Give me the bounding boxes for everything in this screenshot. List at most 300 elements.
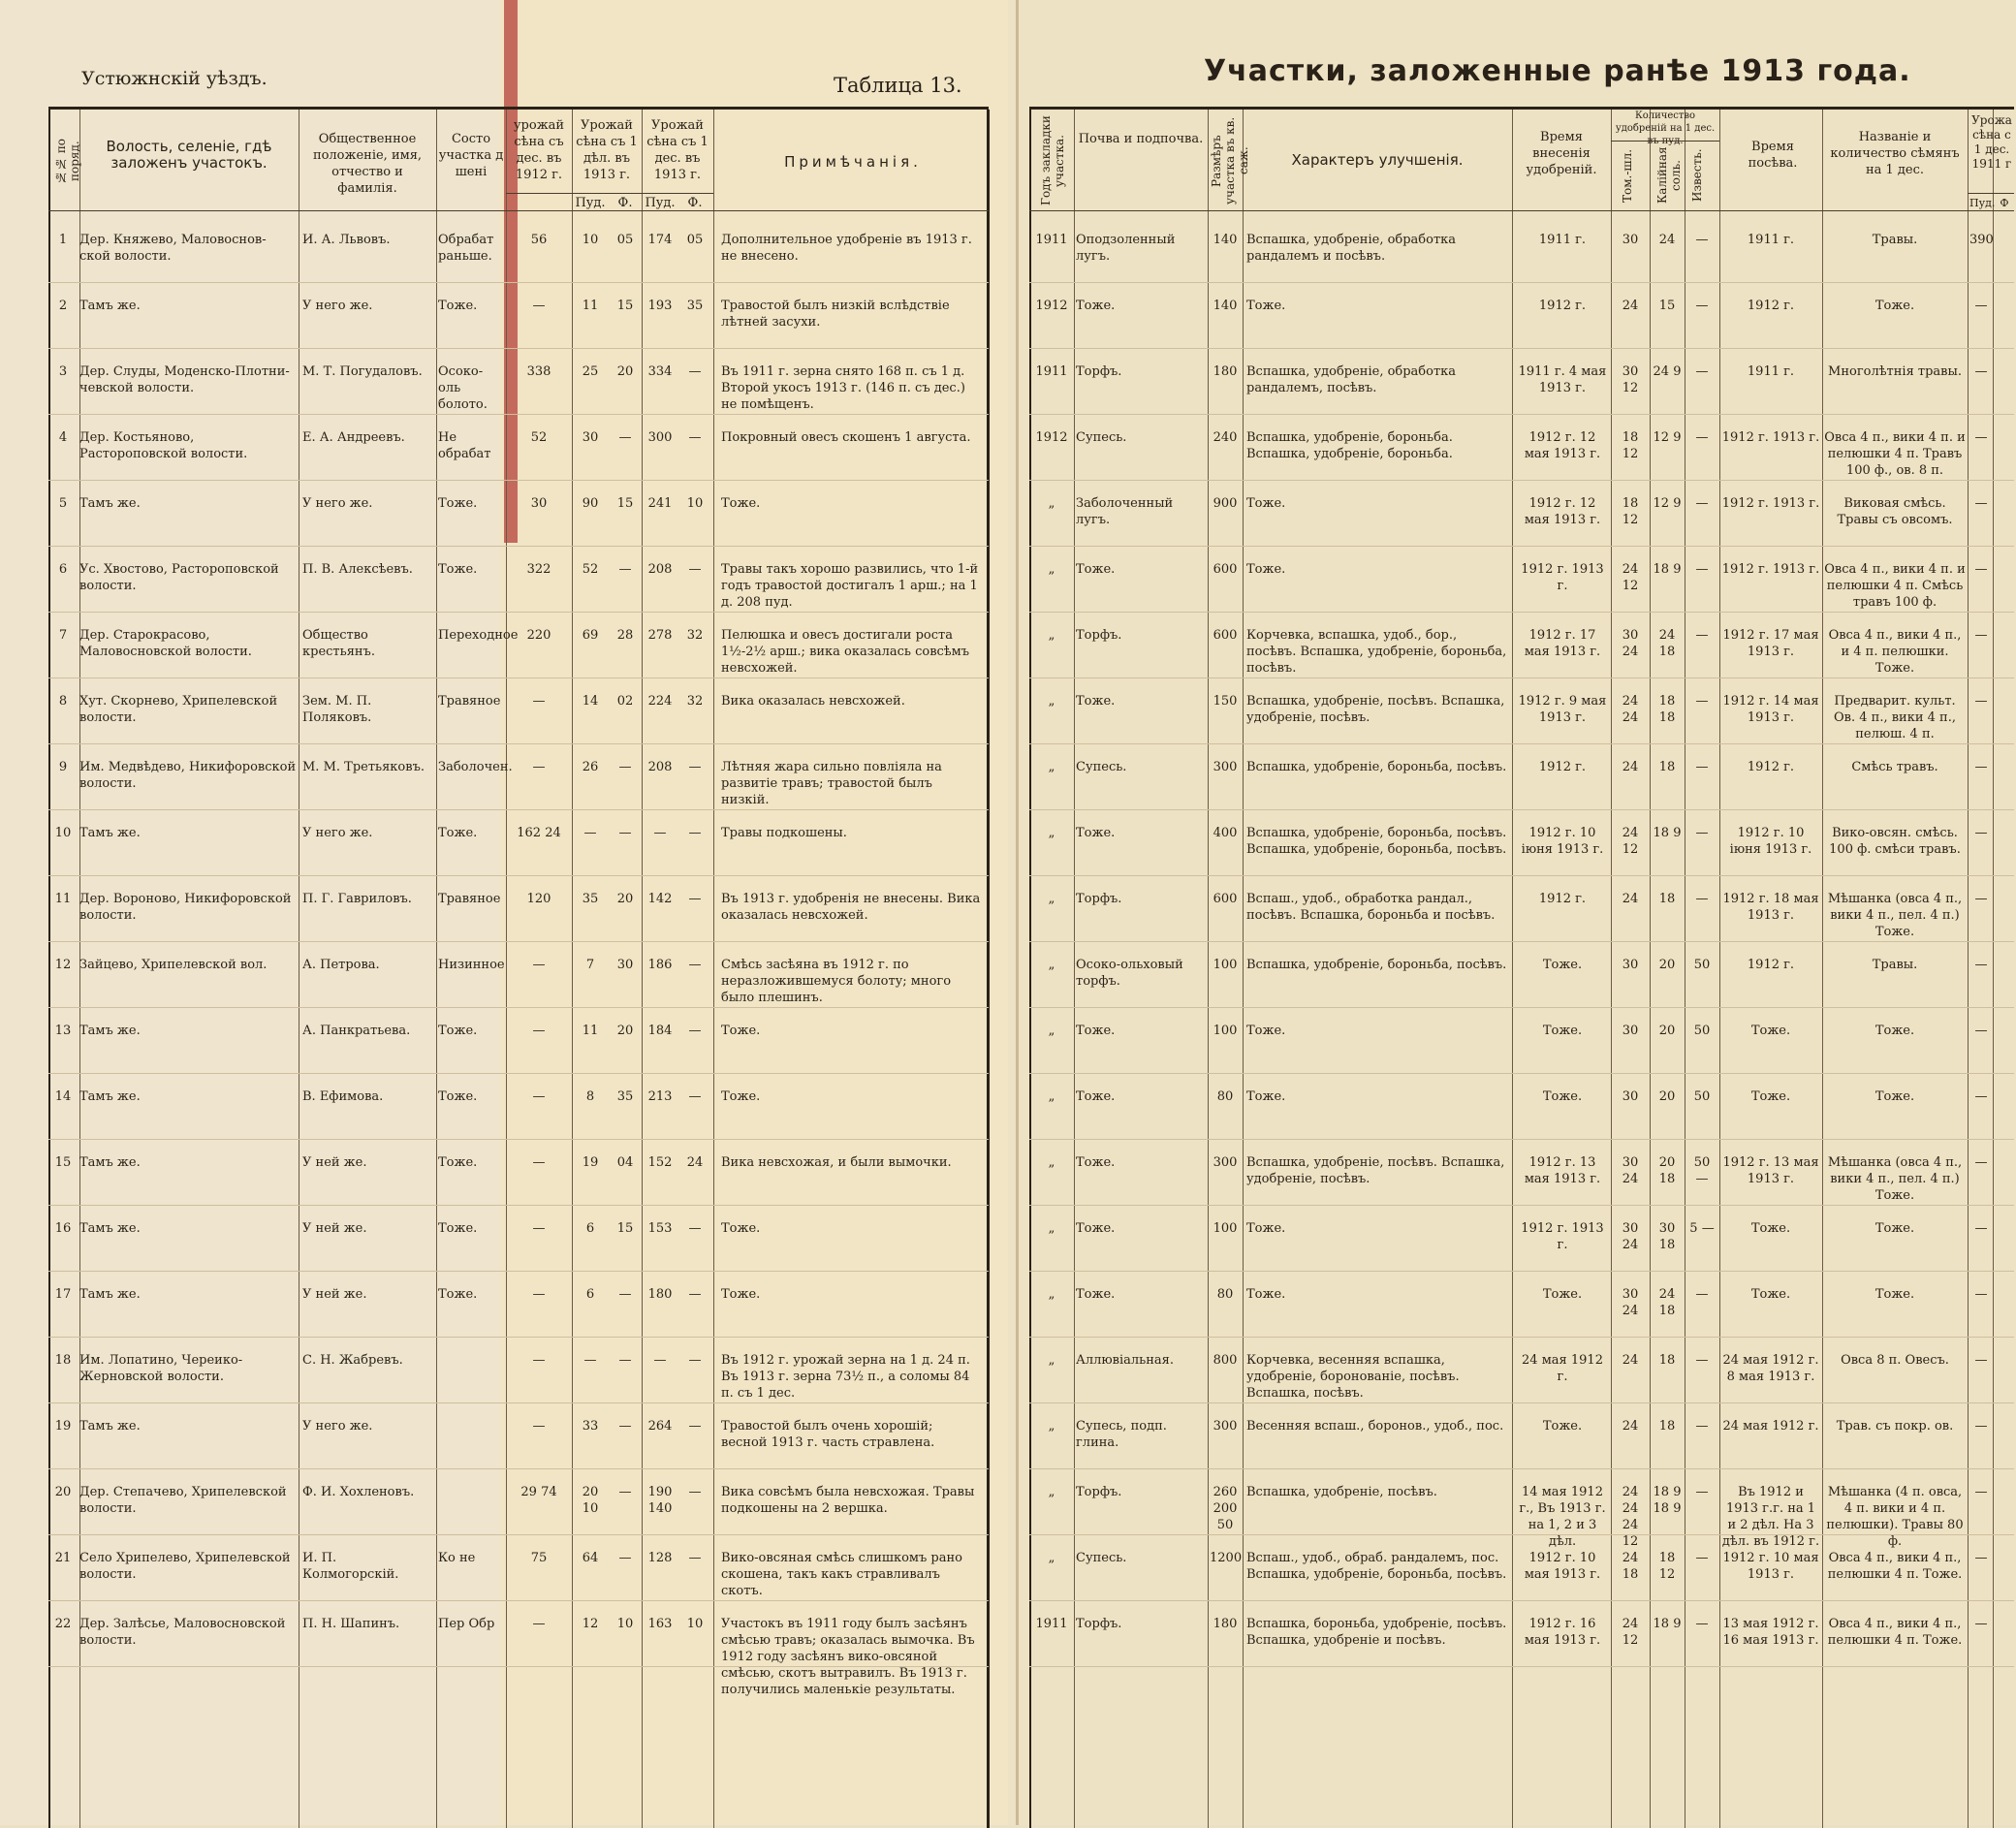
left-cell-y12: 322: [526, 562, 551, 577]
left-cell-owner: П. Н. Шапинъ.: [302, 1617, 400, 1631]
right-cell-size: 100: [1213, 1221, 1238, 1236]
right-cell-seed: Травы.: [1872, 233, 1918, 247]
right-cell-st: 1912 г. 13 мая 1913 г.: [1722, 1155, 1819, 1186]
right-cell-ft: 1912 г.: [1538, 299, 1587, 313]
left-cell-y13c: 174: [647, 233, 673, 247]
left-cell-y12: —: [532, 1617, 546, 1631]
left-cell-y13b: —: [618, 760, 632, 774]
left-cell-owner: У него же.: [302, 496, 373, 511]
left-cell-y13d: —: [688, 1419, 702, 1434]
left-cell-y13c: 264: [647, 1419, 673, 1434]
right-cell-yp: —: [1974, 1551, 1988, 1565]
right-cell-char: Вспаш., удоб., обраб. рандалемъ, пос. Вспашка, удобреніе, бороньба, посѣвъ.: [1246, 1551, 1507, 1582]
right-cell-st: Тоже.: [1750, 1287, 1791, 1302]
right-cell-char: Тоже.: [1246, 1024, 1286, 1038]
right-cell-lime: —: [1695, 562, 1709, 577]
right-cell-kal: 30 18: [1658, 1221, 1676, 1252]
row-separator: [1029, 282, 2014, 283]
left-cell-y13b: 35: [616, 1089, 634, 1104]
row-separator: [48, 546, 989, 547]
left-cell-y13a: 14: [582, 694, 599, 709]
row-separator: [48, 1600, 989, 1601]
right-cell-char: Вспашка, удобреніе, посѣвъ. Вспашка, удобреніе, посѣвъ.: [1246, 694, 1505, 725]
row-separator: [1029, 1600, 2014, 1601]
left-cell-volost: Тамъ же.: [79, 1089, 141, 1104]
right-cell-year: „: [1048, 496, 1055, 511]
left-cell-y12: —: [532, 1221, 546, 1236]
left-cell-note: Травы такъ хорошо развились, что 1-й годъ травостой достигалъ 1 арш.; на 1 д. 208 пуд.: [721, 562, 979, 610]
right-cell-lime: —: [1695, 496, 1709, 511]
row-separator: [48, 875, 989, 876]
left-cell-n: 15: [54, 1155, 72, 1170]
right-cell-tom: 30 24: [1622, 1221, 1639, 1252]
right-cell-soil: Тоже.: [1076, 299, 1116, 313]
right-cell-soil: Тоже.: [1076, 1287, 1116, 1302]
left-cell-volost: Тамъ же.: [79, 299, 141, 313]
right-cell-st: 1912 г.: [1747, 760, 1795, 774]
left-cell-y13a: —: [583, 1353, 597, 1368]
right-cell-st: 1911 г.: [1747, 233, 1795, 247]
row-separator: [1029, 1468, 2014, 1469]
right-cell-tom: 30 24: [1622, 1155, 1639, 1186]
right-cell-char: Весенняя вспаш., боронов., удоб., пос.: [1246, 1419, 1504, 1434]
right-cell-soil: Тоже.: [1076, 1024, 1116, 1038]
left-cell-n: 9: [58, 760, 68, 774]
right-cell-size: 100: [1213, 1024, 1238, 1038]
left-cell-note: Участокъ въ 1911 году былъ засѣянъ смѣсью травъ; оказалась вымочка. Въ 1912 году засѣянъ вико-овсяной смѣсью, скотъ вытравилъ. Въ 1913 г. получились маленькіе результаты.: [721, 1617, 975, 1697]
left-cell-y13d: —: [688, 1221, 702, 1236]
right-cell-seed: Мѣшанка (овса 4 п., вики 4 п., пел. 4 п.) Тоже.: [1827, 892, 1963, 939]
left-cell-volost: Дер. Старокрасово, Маловосновской волости.: [79, 628, 252, 659]
left-cell-n: 13: [54, 1024, 72, 1038]
right-cell-tom: 18 12: [1622, 496, 1639, 527]
right-cell-seed: Мѣшанка (4 п. овса, 4 п. вики и 4 п. пелюшки). Травы 80 ф.: [1826, 1485, 1964, 1549]
right-cell-size: 180: [1213, 1617, 1238, 1631]
right-cell-kal: 18: [1658, 1419, 1676, 1434]
right-cell-ft: 1912 г. 16 мая 1913 г.: [1524, 1617, 1601, 1648]
left-cell-volost: Им. Медвѣдево, Никифоровской волости.: [79, 760, 297, 791]
left-cell-y13a: 7: [585, 958, 595, 972]
left-cell-volost: Тамъ же.: [79, 1287, 141, 1302]
left-cell-owner: У ней же.: [302, 1287, 367, 1302]
left-cell-y12: 162 24: [517, 826, 561, 840]
left-cell-y13d: —: [688, 1089, 702, 1104]
right-cell-yp: —: [1974, 1287, 1988, 1302]
left-cell-y13d: —: [688, 1353, 702, 1368]
left-cell-volost: Тамъ же.: [79, 1221, 141, 1236]
left-cell-volost: Тамъ же.: [79, 1419, 141, 1434]
right-cell-tom: 24: [1622, 1419, 1639, 1434]
left-cell-owner: М. Т. Погудаловъ.: [302, 364, 423, 379]
left-cell-y13a: 64: [582, 1551, 599, 1565]
left-cell-y13d: —: [688, 1551, 702, 1565]
left-cell-volost: Ус. Хвостово, Растороповской волости.: [79, 562, 279, 593]
row-separator: [48, 348, 989, 349]
left-cell-note: Лѣтняя жара сильно повліяла на развитіе травъ; травостой былъ низкій.: [721, 760, 942, 807]
left-cell-state: Тоже.: [438, 1024, 478, 1038]
left-cell-y13d: —: [688, 562, 702, 577]
left-cell-y13a: 69: [582, 628, 599, 643]
right-cell-st: 13 мая 1912 г. 16 мая 1913 г.: [1722, 1617, 1819, 1648]
right-cell-kal: 15: [1658, 299, 1676, 313]
right-cell-size: 300: [1213, 1155, 1238, 1170]
right-cell-kal: 18 9: [1653, 826, 1682, 840]
left-cell-owner: И. П. Колмогорскій.: [302, 1551, 399, 1582]
left-cell-y13a: 25: [582, 364, 599, 379]
hdr-num: №№ по поряд.: [54, 138, 81, 184]
left-cell-y13a: 10: [582, 233, 599, 247]
left-cell-note: Травы подкошены.: [721, 826, 847, 840]
left-cell-y12: —: [532, 1353, 546, 1368]
right-cell-st: 1912 г. 14 мая 1913 г.: [1722, 694, 1819, 725]
row-separator: [48, 1534, 989, 1535]
left-cell-y13b: —: [618, 1485, 632, 1499]
right-cell-size: 300: [1213, 760, 1238, 774]
right-cell-year: „: [1048, 1551, 1055, 1565]
row-separator: [48, 612, 989, 613]
left-cell-n: 22: [54, 1617, 72, 1631]
hdr-seeds: Названіе и количество сѣмянъ на 1 дес.: [1830, 130, 1960, 177]
left-cell-y13c: 184: [647, 1024, 673, 1038]
left-cell-y13d: —: [688, 364, 702, 379]
left-cell-y13b: 15: [616, 1221, 634, 1236]
left-cell-volost: Им. Лопатино, Череико-Жерновской волости.: [79, 1353, 243, 1384]
right-cell-kal: 18: [1658, 1353, 1676, 1368]
left-cell-y13c: 334: [647, 364, 673, 379]
right-cell-lime: —: [1695, 826, 1709, 840]
right-cell-lime: —: [1695, 430, 1709, 445]
left-cell-y13d: 35: [686, 299, 704, 313]
left-cell-owner: А. Панкратьева.: [302, 1024, 411, 1038]
left-cell-y12: 338: [526, 364, 551, 379]
left-cell-volost: Тамъ же.: [79, 1024, 141, 1038]
left-cell-owner: С. Н. Жабревъ.: [302, 1353, 403, 1368]
left-cell-n: 18: [54, 1353, 72, 1368]
right-cell-year: 1911: [1035, 233, 1068, 247]
right-cell-soil: Торфъ.: [1076, 628, 1122, 643]
left-cell-y13d: —: [688, 1024, 702, 1038]
right-cell-seed: Тоже.: [1874, 1024, 1915, 1038]
left-cell-state: Низинное: [438, 958, 505, 972]
right-cell-year: 1911: [1035, 1617, 1068, 1631]
hdr-f-1: Ф.: [617, 196, 633, 210]
right-cell-ft: Тоже.: [1542, 958, 1583, 972]
left-cell-y13a: 35: [582, 892, 599, 906]
right-cell-ft: 1912 г. 10 мая 1913 г.: [1524, 1551, 1601, 1582]
row-separator: [1029, 1007, 2014, 1008]
left-cell-owner: Ф. И. Хохленовъ.: [302, 1485, 415, 1499]
left-cell-note: Пелюшка и овесъ достигали роста 1½-2½ арш.; вика оказалась совсѣмъ невсхожей.: [721, 628, 970, 676]
right-cell-kal: 24 18: [1658, 1287, 1676, 1318]
right-cell-yp: 390: [1969, 233, 1994, 247]
left-cell-state: Тоже.: [438, 1155, 478, 1170]
right-cell-lime: —: [1695, 299, 1709, 313]
right-cell-ft: 24 мая 1912 г.: [1522, 1353, 1603, 1384]
left-cell-n: 19: [54, 1419, 72, 1434]
left-cell-state: Тоже.: [438, 496, 478, 511]
right-cell-soil: Торфъ.: [1076, 364, 1122, 379]
right-cell-char: Вспашка, удобреніе, обработка рандалемъ и посѣвъ.: [1246, 233, 1457, 264]
right-cell-size: 600: [1213, 892, 1238, 906]
right-cell-yp: —: [1974, 1089, 1988, 1104]
left-cell-y12: 56: [530, 233, 548, 247]
right-cell-st: 1911 г.: [1747, 364, 1795, 379]
left-cell-n: 14: [54, 1089, 72, 1104]
left-cell-y13d: 32: [686, 694, 704, 709]
left-cell-y13d: —: [688, 430, 702, 445]
left-cell-y13b: —: [618, 1551, 632, 1565]
right-cell-year: „: [1048, 892, 1055, 906]
right-cell-kal: 18 12: [1658, 1551, 1676, 1582]
left-cell-y13b: —: [618, 1287, 632, 1302]
right-cell-kal: 20: [1658, 1089, 1676, 1104]
right-cell-tom: 24 18: [1622, 1551, 1639, 1582]
right-cell-ft: 1911 г. 4 мая 1913 г.: [1518, 364, 1607, 395]
hdr-sow-time: Время посѣва.: [1748, 140, 1798, 171]
left-cell-y13a: 8: [585, 1089, 595, 1104]
right-cell-seed: Тоже.: [1874, 1221, 1915, 1236]
left-cell-volost: Дер. Степачево, Хрипелевской волости.: [79, 1485, 287, 1516]
left-cell-state: Тоже.: [438, 1089, 478, 1104]
right-cell-char: Вспашка, удобреніе, посѣвъ.: [1246, 1485, 1437, 1499]
right-cell-soil: Осоко-ольховый торфъ.: [1076, 958, 1183, 989]
left-cell-volost: Дер. Княжево, Маловоснов-ской волости.: [79, 233, 267, 264]
right-cell-seed: Овса 8 п. Овесъ.: [1841, 1353, 1949, 1368]
right-cell-st: Тоже.: [1750, 1024, 1791, 1038]
right-cell-size: 80: [1216, 1089, 1234, 1104]
hdr-yield: Урожа сѣна с 1 дес. 1911 г: [1971, 113, 2012, 171]
right-cell-char: Тоже.: [1246, 1089, 1286, 1104]
right-cell-soil: Аллювіальная.: [1076, 1353, 1174, 1368]
left-cell-state: Тоже.: [438, 562, 478, 577]
right-cell-ft: 1912 г. 9 мая 1913 г.: [1518, 694, 1607, 725]
right-cell-lime: —: [1695, 892, 1709, 906]
right-cell-seed: Тоже.: [1874, 299, 1915, 313]
right-cell-ft: 1911 г.: [1538, 233, 1587, 247]
right-cell-char: Вспашка, удобреніе, обработка рандалемъ, посѣвъ.: [1246, 364, 1457, 395]
county-title: Устюжнскій уѣздъ.: [81, 68, 268, 89]
right-cell-year: „: [1048, 628, 1055, 643]
right-table: [1029, 107, 2014, 1828]
right-cell-char: Вспашка, удобреніе, бороньба. Вспашка, удобреніе, бороньба.: [1246, 430, 1453, 461]
right-cell-ft: 1912 г. 10 іюня 1913 г.: [1521, 826, 1604, 857]
right-cell-soil: Торфъ.: [1076, 892, 1122, 906]
row-separator: [48, 809, 989, 810]
left-cell-owner: У ней же.: [302, 1221, 367, 1236]
row-separator: [48, 1073, 989, 1074]
right-cell-char: Тоже.: [1246, 1287, 1286, 1302]
hdr-notes: Примѣчанія.: [784, 153, 922, 171]
left-cell-volost: Дер. Костьяново, Растороповской волости.: [79, 430, 248, 461]
right-cell-char: Тоже.: [1246, 496, 1286, 511]
left-cell-y12: —: [532, 1155, 546, 1170]
right-cell-ft: 1912 г. 1913 г.: [1521, 562, 1604, 593]
page-title: Участки, заложенные ранѣе 1913 года.: [1204, 54, 1911, 88]
right-cell-lime: —: [1695, 760, 1709, 774]
left-cell-n: 2: [58, 299, 68, 313]
left-cell-state: Тоже.: [438, 826, 478, 840]
right-cell-year: „: [1048, 1024, 1055, 1038]
right-cell-ft: 1912 г. 12 мая 1913 г.: [1524, 496, 1601, 527]
right-cell-char: Вспашка, удобреніе, посѣвъ. Вспашка, удобреніе, посѣвъ.: [1246, 1155, 1505, 1186]
left-cell-note: Тоже.: [721, 496, 761, 511]
right-cell-seed: Овса 4 п., вики 4 п., и 4 п. пелюшки. Тоже.: [1828, 628, 1962, 676]
left-cell-y13c: 128: [647, 1551, 673, 1565]
right-cell-ft: Тоже.: [1542, 1089, 1583, 1104]
right-cell-seed: Тоже.: [1874, 1287, 1915, 1302]
left-cell-y13b: —: [618, 826, 632, 840]
left-cell-note: Въ 1912 г. урожай зерна на 1 д. 24 п. Въ 1913 г. зерна 73½ п., а соломы 84 п. съ 1 дес.: [721, 1353, 970, 1401]
right-cell-tom: 24: [1622, 892, 1639, 906]
left-cell-volost: Зайцево, Хрипелевской вол.: [79, 958, 268, 972]
row-separator: [48, 1139, 989, 1140]
right-cell-yp: —: [1974, 1419, 1988, 1434]
left-cell-note: Въ 1913 г. удобренія не внесены. Вика оказалась невсхожей.: [721, 892, 981, 923]
left-cell-volost: Дер. Залѣсье, Маловосновской волости.: [79, 1617, 286, 1648]
right-cell-st: Тоже.: [1750, 1089, 1791, 1104]
right-cell-tom: 24 24 24 12: [1622, 1485, 1639, 1549]
row-separator: [48, 1468, 989, 1469]
row-separator: [1029, 1205, 2014, 1206]
left-cell-y13c: —: [653, 826, 667, 840]
left-cell-y13c: 153: [647, 1221, 673, 1236]
right-cell-st: 1912 г.: [1747, 299, 1795, 313]
left-cell-y13b: —: [618, 1353, 632, 1368]
right-cell-lime: —: [1695, 1551, 1709, 1565]
left-cell-y13b: 30: [616, 958, 634, 972]
right-cell-yp: —: [1974, 694, 1988, 709]
left-cell-n: 17: [54, 1287, 72, 1302]
right-cell-yp: —: [1974, 1617, 1988, 1631]
right-cell-tom: 30: [1622, 958, 1639, 972]
left-cell-state: Заболочен.: [438, 760, 513, 774]
left-cell-y13a: 33: [582, 1419, 599, 1434]
right-cell-seed: Овса 4 п., вики 4 п. и пелюшки 4 п. Травъ 100 ф., ов. 8 п.: [1824, 430, 1966, 478]
left-cell-n: 5: [58, 496, 68, 511]
hdr-pud-r: Пуд.: [1969, 197, 1996, 209]
left-cell-n: 7: [58, 628, 68, 643]
right-cell-lime: —: [1695, 628, 1709, 643]
left-cell-y12: —: [532, 1287, 546, 1302]
row-separator: [1029, 875, 2014, 876]
left-cell-state: Не обрабат: [438, 430, 491, 461]
left-cell-y13b: 15: [616, 299, 634, 313]
right-cell-kal: 20: [1658, 958, 1676, 972]
left-cell-y13a: 52: [582, 562, 599, 577]
left-cell-y13c: 152: [647, 1155, 673, 1170]
left-cell-y13c: 241: [647, 496, 673, 511]
left-cell-note: Покровный овесъ скошенъ 1 августа.: [721, 430, 971, 445]
left-cell-y13d: 05: [686, 233, 704, 247]
left-cell-y12: —: [532, 1089, 546, 1104]
right-cell-size: 1200: [1210, 1551, 1243, 1565]
row-separator: [1029, 743, 2014, 744]
left-cell-y13d: —: [688, 958, 702, 972]
left-cell-y12: 220: [526, 628, 551, 643]
left-cell-state: Осоко-оль болото.: [438, 364, 488, 412]
right-cell-tom: 24: [1622, 760, 1639, 774]
right-cell-year: „: [1048, 1287, 1055, 1302]
right-cell-seed: Предварит. культ. Ов. 4 п., вики 4 п., пелюш. 4 п.: [1834, 694, 1956, 741]
hdr-f-2: Ф.: [687, 196, 703, 210]
right-cell-yp: —: [1974, 628, 1988, 643]
right-cell-st: 1912 г. 1913 г.: [1721, 562, 1820, 577]
left-cell-y13d: —: [688, 1485, 702, 1499]
right-cell-seed: Овса 4 п., вики 4 п., пелюшки 4 п. Тоже.: [1827, 1617, 1963, 1648]
right-cell-size: 80: [1216, 1287, 1234, 1302]
right-cell-soil: Тоже.: [1076, 826, 1116, 840]
right-cell-st: 1912 г. 10 іюня 1913 г.: [1729, 826, 1812, 857]
left-cell-y13d: —: [688, 826, 702, 840]
left-cell-note: Травостой былъ низкій вслѣдствіе лѣтней засухи.: [721, 299, 950, 330]
right-cell-lime: 50 —: [1693, 1155, 1711, 1186]
left-cell-y13a: 20 10: [582, 1485, 599, 1516]
right-cell-tom: 24 12: [1622, 562, 1639, 593]
left-cell-y12: 29 74: [520, 1485, 557, 1499]
left-cell-y13d: 32: [686, 628, 704, 643]
left-cell-y13c: 213: [647, 1089, 673, 1104]
right-cell-st: 1912 г. 17 мая 1913 г.: [1722, 628, 1819, 659]
left-cell-note: Вико-овсяная смѣсь слишкомъ рано скошена, такъ какъ стравливалъ скотъ.: [721, 1551, 962, 1598]
hdr-state: Состо участка д шені: [438, 132, 504, 179]
left-cell-n: 4: [58, 430, 68, 445]
right-cell-soil: Супесь.: [1076, 1551, 1127, 1565]
right-cell-tom: 24 12: [1622, 1617, 1639, 1648]
left-cell-y13c: 186: [647, 958, 673, 972]
right-cell-ft: 14 мая 1912 г., Въ 1913 г. на 1, 2 и 3 дѣл.: [1519, 1485, 1606, 1549]
left-cell-state: Ко не: [438, 1551, 476, 1565]
right-cell-tom: 30 24: [1622, 1287, 1639, 1318]
left-cell-y13c: 224: [647, 694, 673, 709]
right-cell-yp: —: [1974, 826, 1988, 840]
left-cell-y13d: —: [688, 760, 702, 774]
left-table: [48, 107, 989, 1828]
right-cell-tom: 30: [1622, 1024, 1639, 1038]
right-cell-lime: —: [1695, 1353, 1709, 1368]
right-cell-st: 1912 г. 1913 г.: [1721, 496, 1820, 511]
left-cell-y12: —: [532, 958, 546, 972]
right-cell-year: „: [1048, 562, 1055, 577]
right-cell-ft: Тоже.: [1542, 1287, 1583, 1302]
left-cell-y13d: 10: [686, 1617, 704, 1631]
left-cell-n: 10: [54, 826, 72, 840]
left-cell-note: Дополнительное удобреніе въ 1913 г. не внесено.: [721, 233, 972, 264]
left-cell-y13a: 90: [582, 496, 599, 511]
right-cell-seed: Мѣшанка (овса 4 п., вики 4 п., пел. 4 п.) Тоже.: [1827, 1155, 1963, 1203]
left-cell-owner: В. Ефимова.: [302, 1089, 384, 1104]
left-cell-n: 1: [58, 233, 68, 247]
right-cell-size: 400: [1213, 826, 1238, 840]
left-cell-y13a: 12: [582, 1617, 599, 1631]
left-cell-state: Переходное: [438, 628, 519, 643]
left-cell-note: Въ 1911 г. зерна снято 168 п. съ 1 д. Второй укосъ 1913 г. (146 п. съ дес.) не помѣщенъ.: [721, 364, 965, 412]
right-cell-tom: 24 24: [1622, 694, 1639, 725]
left-cell-state: Тоже.: [438, 1221, 478, 1236]
right-cell-kal: 18: [1658, 892, 1676, 906]
left-cell-y13b: 20: [616, 364, 634, 379]
right-cell-tom: 24: [1622, 299, 1639, 313]
left-cell-n: 20: [54, 1485, 72, 1499]
left-cell-n: 8: [58, 694, 68, 709]
left-cell-state: Тоже.: [438, 299, 478, 313]
hdr-tom: Том.-шл.: [1621, 148, 1634, 203]
left-cell-note: Тоже.: [721, 1024, 761, 1038]
row-separator: [48, 1007, 989, 1008]
right-cell-st: 1912 г. 10 мая 1913 г.: [1722, 1551, 1819, 1582]
left-cell-volost: Дер. Слуды, Моденско-Плотни-чевской волости.: [79, 364, 290, 395]
right-cell-ft: 1912 г.: [1538, 760, 1587, 774]
right-cell-size: 800: [1213, 1353, 1238, 1368]
